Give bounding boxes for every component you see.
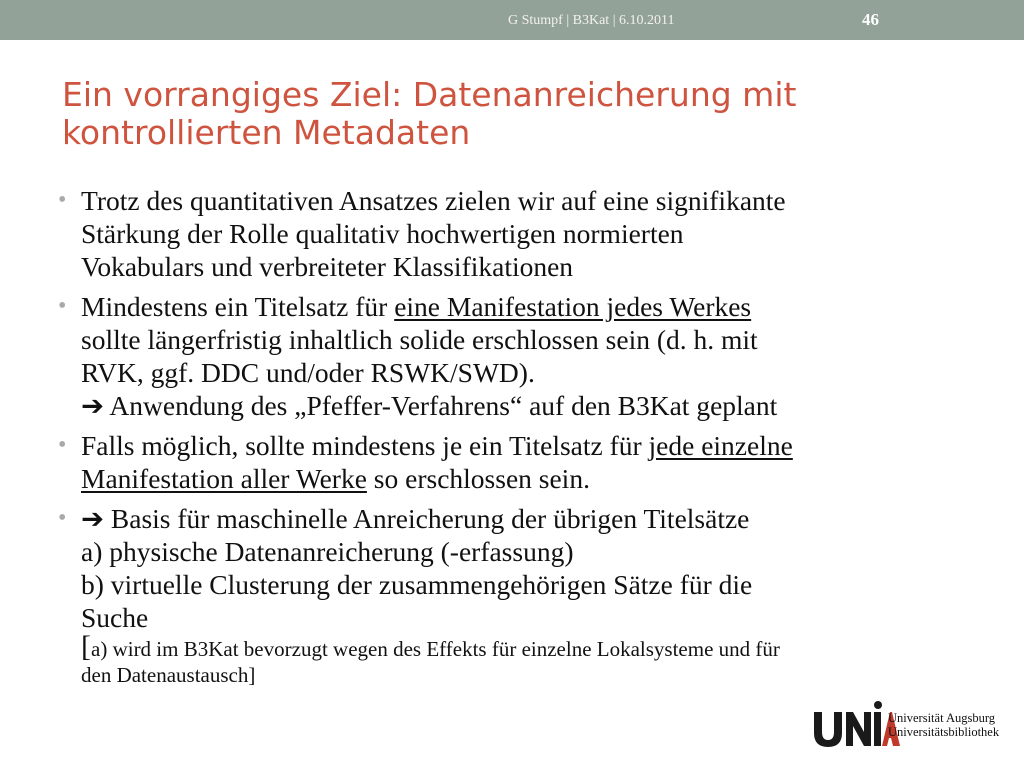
- bullet-text: [81, 389, 988, 422]
- title-line-2: kontrollierten Metadaten: [62, 113, 471, 152]
- bullet-dot-icon: •: [58, 187, 67, 213]
- bullet-text: Trotz des quantitativen Ansatzes zielen wir auf eine signifikante: [81, 185, 786, 216]
- text-span: Anwendung des „Pfeffer-Verfahrens“ auf den B3Kat geplant: [104, 390, 778, 421]
- text-span: so erschlossen sein.: [366, 463, 590, 494]
- bullet-item-4: [58, 502, 988, 688]
- footer-info: G Stumpf | B3Kat | 6.10.2011: [508, 13, 675, 28]
- bullet-dot-icon: •: [58, 432, 67, 458]
- logo-text: [888, 711, 999, 739]
- text-span: Falls möglich, sollte mindestens je ein Titelsatz für: [81, 430, 649, 461]
- bullet-text: [81, 462, 988, 495]
- bullet-text: Suche: [81, 602, 149, 633]
- bullet-item-2: [58, 290, 988, 422]
- bullet-text: [81, 502, 988, 535]
- bullet-text: [81, 429, 988, 462]
- logo-text-line-2: Universitätsbibliothek: [888, 725, 1000, 739]
- text-span: a) wird im B3Kat bevorzugt wegen des Effekts für einzelne Lokalsysteme und für: [91, 637, 780, 661]
- bullet-text: RVK, ggf. DDC und/oder RSWK/SWD).: [81, 357, 535, 388]
- bullet-text: b) virtuelle Clusterung der zusammengehörigen Sätze für die: [81, 569, 753, 600]
- arrow-right-icon: ➔: [81, 390, 105, 421]
- bullet-item-3: [58, 429, 988, 495]
- bullet-note: [81, 630, 988, 663]
- slide-title: [62, 76, 962, 152]
- bullet-text: Vokabulars und verbreiteter Klassifikationen: [81, 251, 574, 282]
- bullet-list: [58, 184, 988, 695]
- bullet-note: den Datenaustausch]: [81, 663, 256, 687]
- header-bar: [0, 0, 1024, 40]
- arrow-right-icon: ➔: [81, 503, 105, 534]
- text-span: Mindestens ein Titelsatz für: [81, 291, 395, 322]
- bullet-dot-icon: •: [58, 293, 67, 319]
- bullet-text: Stärkung der Rolle qualitativ hochwertigen normierten: [81, 218, 684, 249]
- underlined-text: jede einzelne: [648, 430, 793, 461]
- bullet-item-1: [58, 184, 988, 283]
- bullet-text: sollte längerfristig inhaltlich solide erschlossen sein (d. h. mit: [81, 324, 758, 355]
- bullet-text: [81, 290, 988, 323]
- bracket-glyph: [: [81, 630, 91, 663]
- underlined-text: eine Manifestation jedes Werkes: [394, 291, 752, 322]
- logo-text-line-1: Universität Augsburg: [888, 711, 996, 725]
- text-span: Basis für maschinelle Anreicherung der übrigen Titelsätze: [104, 503, 750, 534]
- bullet-dot-icon: •: [58, 505, 67, 531]
- bullet-text: a) physische Datenanreicherung (-erfassung): [81, 536, 574, 567]
- title-line-1: Ein vorrangiges Ziel: Datenanreicherung mit: [62, 75, 797, 114]
- slide-number: 46: [862, 10, 879, 29]
- underlined-text: Manifestation aller Werke: [81, 463, 367, 494]
